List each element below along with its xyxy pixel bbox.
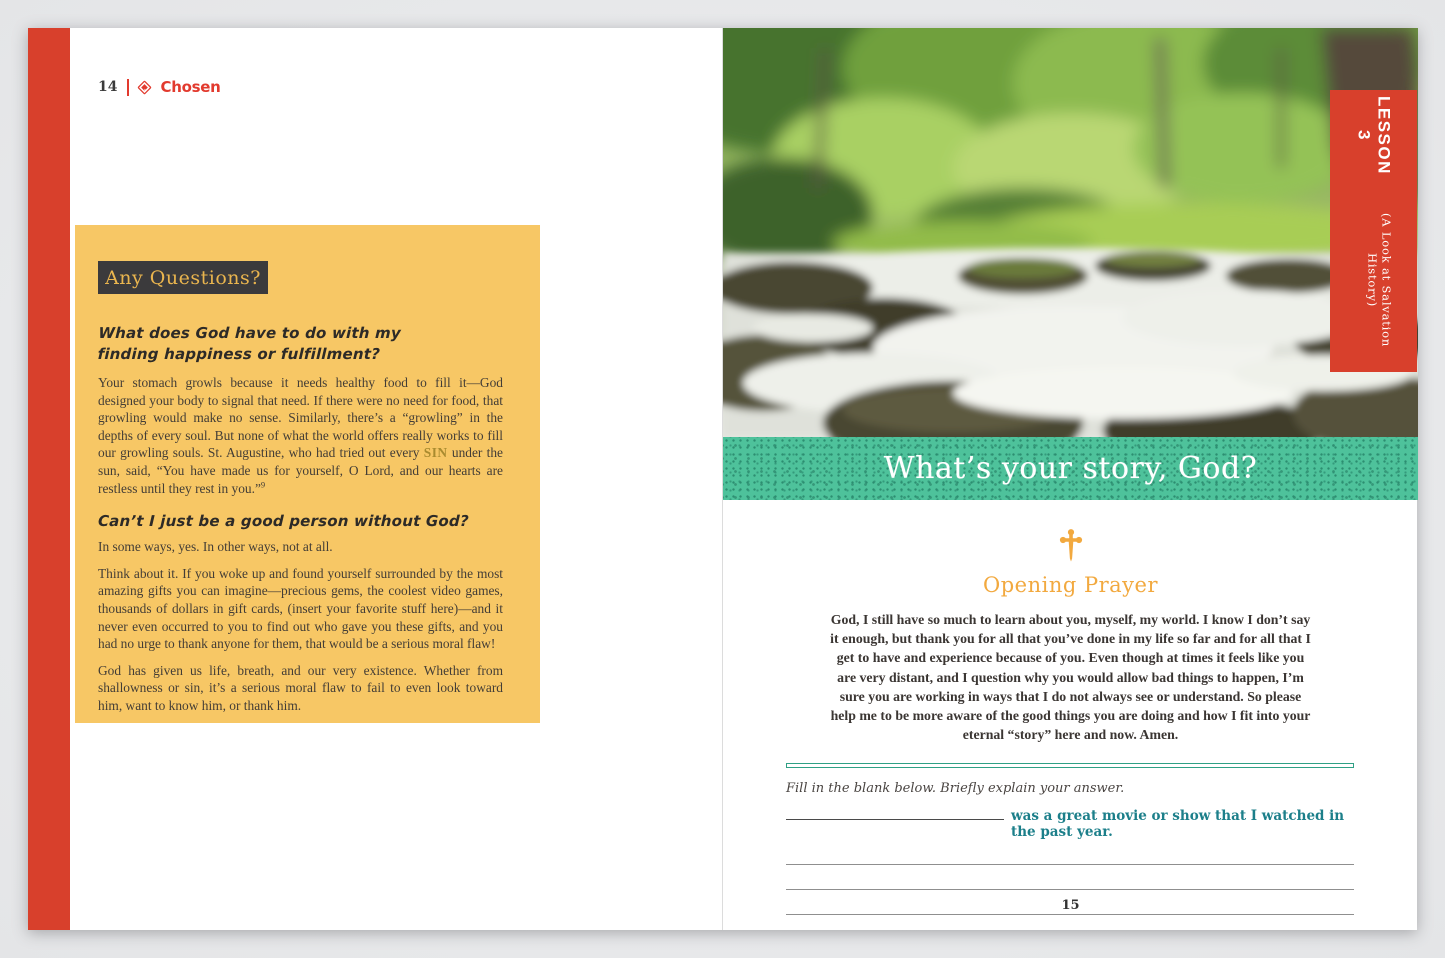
page-number-right: 15 — [1061, 898, 1080, 913]
answer-2-paragraph-2: God has given us life, breath, and our very existence. Whether from shallowness or sin, it’s a serious moral flaw to fail to even look toward him, want to know him, or thank him. — [98, 662, 503, 713]
right-page — [722, 28, 1417, 930]
opening-prayer-section — [723, 500, 1418, 744]
lesson-tab — [1330, 90, 1417, 372]
any-questions-heading: Any Questions? — [98, 261, 268, 294]
page-header — [98, 78, 220, 96]
cross-icon — [1059, 528, 1083, 567]
lesson-title-banner — [723, 437, 1418, 500]
sin-highlight: SIN — [423, 445, 448, 461]
left-page — [28, 28, 722, 930]
brand-logo-text: Chosen — [160, 78, 221, 96]
question-1: What does God have to do with my finding happiness or fulfillment? — [97, 324, 402, 363]
page-number-left: 14 — [98, 79, 118, 95]
answer-1-before: Your stomach growls because it needs healthy food to fill it—God designed your body to signal that need. If there were no need for food, that growling would make no sense. Similarly, there’s a “growling” in the depths of every soul. But none of what the world offers really works to fill our growling souls. St. Augustine, who had tried out every — [98, 375, 503, 461]
left-red-edge-bar — [28, 28, 70, 930]
lesson-title-text: What’s your story, God? — [883, 451, 1258, 486]
lesson-tab-subtitle: (A Look at Salvation History) — [1365, 212, 1394, 347]
book-spread — [28, 28, 1417, 930]
any-questions-box — [75, 225, 540, 723]
answer-2-paragraph-1: Think about it. If you woke up and found yourself surrounded by the most amazing gifts you can imagine—precious gems, the coolest video games, thousands of dollars in gift cards, (insert your favorite stuff here)—and it never even occurred to you to find out who gave you these gifts, and you had no urge to thank anyone for them, that would be a serious moral flaw! — [98, 565, 503, 652]
footnote-marker: 9 — [260, 479, 266, 490]
logo-divider — [127, 79, 129, 96]
worksheet-divider — [786, 763, 1354, 768]
chosen-diamond-icon — [136, 79, 153, 96]
fill-in-sentence: was a great movie or show that I watched in the past year. — [1011, 808, 1345, 840]
answer-2-short: In some ways, yes. In other ways, not at all. — [98, 539, 333, 555]
stream-photo — [723, 28, 1418, 437]
fill-in-row — [786, 807, 1354, 840]
answer-1-paragraph — [98, 374, 503, 497]
opening-prayer-text: God, I still have so much to learn about you, myself, my world. I know I don’t say it enough, but thank you for all that you’ve done in my life so far and for all that I get to have and experience because of you. Even though at times it feels like you are very distant, and I question why you would allow bad things to happen, I’m sure you are working in ways that I do not always see or understand. So please help me to be more aware of the good things you are doing and how I fit into your eternal “story” here and now. Amen. — [830, 612, 1311, 743]
answer-line — [786, 840, 1354, 865]
fill-in-blank — [786, 807, 1004, 820]
opening-prayer-heading: Opening Prayer — [983, 573, 1158, 597]
question-2: Can’t I just be a good person without God? — [97, 512, 470, 531]
worksheet-instruction: Fill in the blank below. Briefly explain your answer. — [786, 781, 1125, 796]
lesson-tab-title: LESSON 3 — [1354, 96, 1394, 176]
fill-in-worksheet — [786, 763, 1354, 915]
answer-line — [786, 865, 1354, 890]
answer-1-after: under the sun, said, “You have made us for yourself, O Lord, and our hearts are restless until they rest in you.” — [98, 445, 504, 496]
